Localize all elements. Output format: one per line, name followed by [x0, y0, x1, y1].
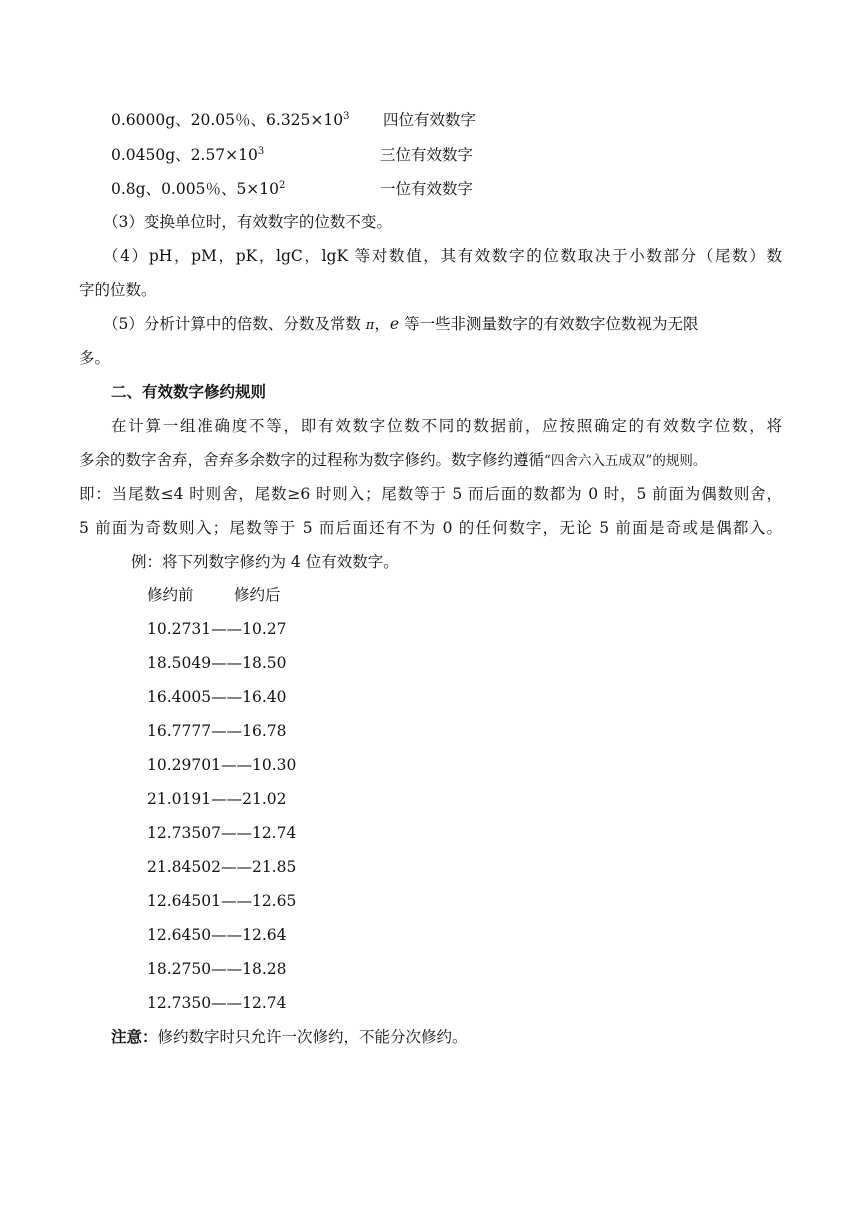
sigfig-example-label: 一位有效数字 — [380, 180, 474, 198]
rounding-row: 10.29701——10.30 — [147, 756, 297, 774]
column-after: 修约后 — [234, 586, 281, 604]
rounding-row: 12.6450——12.64 — [147, 926, 287, 944]
paragraph-line: 即：当尾数≤4 时则舍，尾数≥6 时则入；尾数等于 5 而后面的数都为 0 时，5 前面为偶数则舍， — [79, 485, 782, 503]
sigfig-example-label: 三位有效数字 — [380, 146, 474, 164]
sigfig-example-row — [0, 140, 860, 170]
note-label: 注意： — [111, 1027, 158, 1046]
sigfig-example-row — [0, 174, 860, 204]
rounding-column-headers — [0, 580, 860, 610]
rounding-row: 16.7777——16.78 — [147, 722, 287, 740]
rounding-row: 21.0191——21.02 — [147, 790, 287, 808]
rounding-row: 18.5049——18.50 — [147, 654, 287, 672]
rounding-row: 18.2750——18.28 — [147, 960, 287, 978]
section-heading: 二、有效数字修约规则 — [111, 382, 267, 401]
rule-4-line-2: 字的位数。 — [79, 281, 157, 299]
rounding-row: 12.64501——12.65 — [147, 892, 297, 910]
paragraph-line: 5 前面为奇数则入；尾数等于 5 而后面还有不为 0 的任何数字，无论 5 前面是奇或是偶都入。 — [79, 519, 782, 537]
column-before: 修约前 — [147, 586, 194, 604]
note-text: 修约数字时只允许一次修约，不能分次修约。 — [157, 1028, 468, 1046]
note — [0, 1022, 860, 1052]
example-intro: 例：将下列数字修约为 4 位有效数字。 — [131, 553, 399, 571]
rule-5-line-2: 多。 — [79, 349, 111, 367]
rule-3: （3）变换单位时，有效数字的位数不变。 — [103, 213, 392, 231]
paragraph-line: 在计算一组准确度不等，即有效数字位数不同的数据前，应按照确定的有效数字位数，将 — [111, 417, 782, 435]
rounding-row: 12.7350——12.74 — [147, 994, 287, 1012]
sigfig-example-values: 0.6000g、20.05％、$6.325\times 10^3$ — [111, 111, 350, 129]
rule-4-line-1: （4）pH，pM，pK，lgC，lgK 等对数值，其有效数字的位数取决于小数部分（尾数）数 — [103, 247, 782, 265]
sigfig-example-row — [0, 105, 860, 135]
sigfig-example-values: 0.8g、0.005％、$5\times 10^2$ — [111, 180, 286, 198]
rounding-row: 21.84502——21.85 — [147, 858, 297, 876]
sigfig-example-values: 0.0450g、$2.57\times 10^3$ — [111, 146, 265, 164]
paragraph-line: 多余的数字舍弃，舍弃多余数字的过程称为数字修约。数字修约遵循“四舍六入五成双”的规则。 — [79, 451, 707, 469]
rounding-row: 16.4005——16.40 — [147, 688, 287, 706]
rounding-row: 12.73507——12.74 — [147, 824, 297, 842]
rounding-row: 10.2731——10.27 — [147, 620, 287, 638]
rule-5-line-1: （5）分析计算中的倍数、分数及常数 π，e 等一些非测量数字的有效数字位数视为无限 — [103, 315, 699, 333]
sigfig-example-label: 四位有效数字 — [383, 111, 477, 129]
